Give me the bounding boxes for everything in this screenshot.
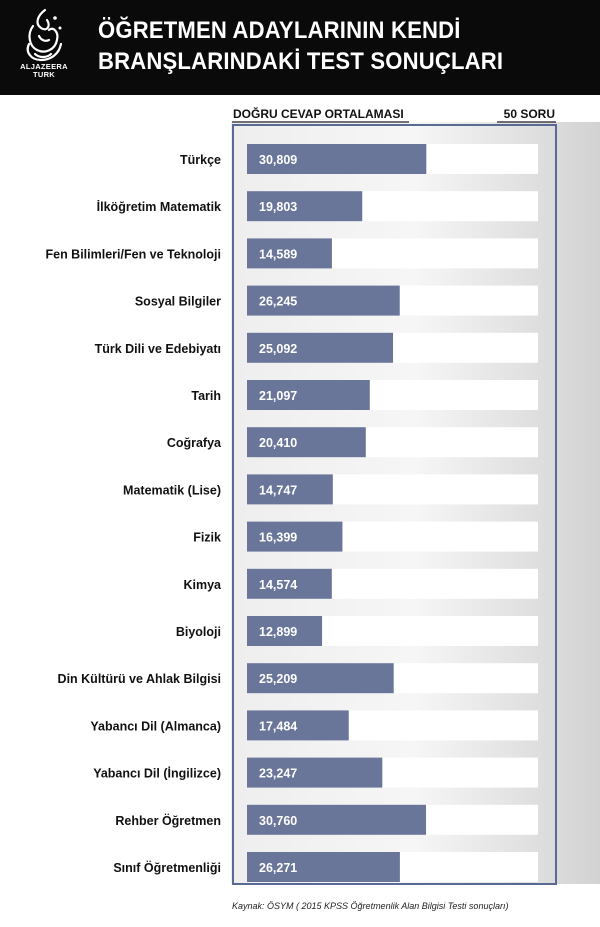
value-label: 30,809: [259, 153, 298, 167]
value-label: 19,803: [259, 200, 298, 215]
category-label: Matematik (Lise): [123, 483, 221, 498]
value-label: 20,410: [259, 436, 298, 451]
max-questions-label: 50 SORU: [503, 107, 555, 121]
category-label: Fen Bilimleri/Fen ve Teknoloji: [45, 247, 221, 262]
title-line-2: BRANŞLARINDAKİ TEST SONUÇLARI: [98, 48, 504, 75]
category-label: Türk Dili ve Edebiyatı: [94, 341, 221, 356]
title-line-1: ÖĞRETMEN ADAYLARININ KENDİ: [98, 17, 461, 44]
value-label: 14,589: [259, 247, 298, 262]
value-label: 23,247: [259, 766, 298, 781]
logo-text-aljazeera: ALJAZEERA: [20, 62, 68, 71]
category-label: Fizik: [193, 530, 221, 545]
value-label: 14,747: [259, 483, 298, 498]
source-note: Kaynak: ÖSYM ( 2015 KPSS Öğretmenlik Alan Bilgisi Testi sonuçları): [232, 901, 509, 911]
category-label: Kimya: [183, 577, 221, 592]
value-label: 25,209: [259, 672, 298, 687]
value-header-label: DOĞRU CEVAP ORTALAMASI: [233, 107, 404, 121]
category-label: Biyoloji: [175, 625, 221, 639]
value-label: 14,574: [259, 577, 298, 592]
value-label: 17,484: [259, 719, 298, 734]
value-label: 12,899: [259, 625, 298, 639]
category-label: İlköğretim Matematik: [96, 200, 221, 215]
category-label: Coğrafya: [166, 436, 221, 451]
value-label: 26,245: [259, 294, 298, 309]
category-label: Yabancı Dil (İngilizce): [93, 766, 221, 781]
value-label: 16,399: [259, 530, 298, 545]
logo-text-turk: TURK: [32, 70, 56, 79]
value-label: 25,092: [259, 341, 298, 356]
value-label: 30,760: [259, 813, 298, 828]
category-label: Türkçe: [180, 153, 221, 167]
category-label: Sınıf Öğretmenliği: [113, 861, 221, 875]
category-label: Rehber Öğretmen: [115, 813, 221, 828]
value-label: 26,271: [259, 861, 298, 875]
category-label: Yabancı Dil (Almanca): [90, 719, 221, 734]
category-label: Sosyal Bilgiler: [134, 294, 221, 309]
value-label: 21,097: [259, 389, 298, 403]
category-label: Tarih: [191, 389, 221, 403]
category-label: Din Kültürü ve Ahlak Bilgisi: [57, 672, 221, 687]
